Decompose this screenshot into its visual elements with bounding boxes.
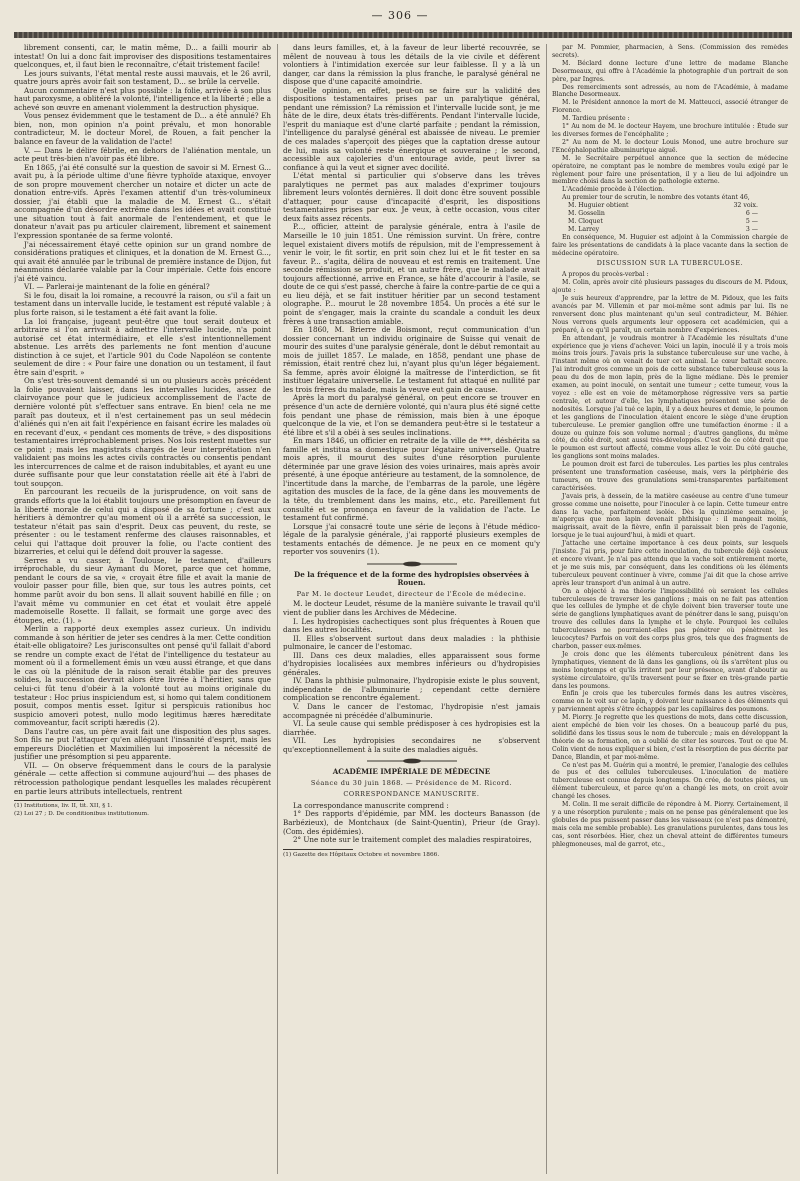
paragraph: Quelle opinion, en effet, peut-on se faire sur la validité des dispositions testamentaires prises par un paralytique général, pendant une rémission? La rémission et l'intervalle lucide sont, je me hâte de le dire, deux états très-différents. Pendant l'intervalle lucide, l'esprit du maniaque est d'une clarté parfaite ; pendant la rémission, l'intelligence du paralysé général est abaissée de niveau. Le premier de ces malades s'aperçoit des pièges que la captation dresse autour de lui, mais sa volonté reste énergique et souveraine ; le second, accessible aux cajoleries d'un entourage avide, peut livrer sa confiance à qui la veut et signer avec docilité.	[283, 85, 540, 172]
column-1	[14, 44, 271, 1174]
paragraph: J'avais pris, à dessein, de la matière caséeuse au centre d'une tumeur grosse comme une noisette, pour l'inoculer à ce lapin. Cette tumeur entre dans la vache, parfaitement isolée. Dès la quinzième semaine, je m'aperçus que mon lapin devenait phthisique : il mangeait moins, maigrissait, avait de la fièvre, enfin il paraissait bien près de l'agonie, lorsque je le tuai aujourd'hui, à midi et quart.	[552, 492, 788, 540]
paragraph: Au premier tour de scrutin, le nombre des votants étant 46,	[562, 194, 750, 202]
paragraph: Le poumon droit est farci de tubercules. Les parties les plus centrales présentent une transformation caséeuse, mais, vers la périphérie des tumeurs, on trouve des granulations semi-transparentes parfaitement caractérisées.	[552, 461, 788, 492]
paragraph: I. Les hydropisies cachectiques sont plus fréquentes à Rouen que dans les autres localités.	[283, 616, 540, 635]
paragraph: En attendant, je voudrais montrer à l'Académie les résultats d'une expérience que je viens d'achever. Voici un lapin, inoculé il y a trois mois moins trois jours. J'avais pris la substance tuberculeuse sur une vache, à l'instant même où on venait de tuer cet animal. Le cœur battait encore. J'ai introduit gros comme un pois de cette substance tuberculeuse sous la peau du dos de mon lapin, près de la ligne médiane. Dès le premier examen, au point inoculé, on sentait une tumeur ; cette tumeur, vous la voyez : elle est en voie de métamorphose régressive vers sa partie centrale, et autour d'elle, les lymphatiques présentent une série de nodosités. Lorsque j'ai tué ce lapin, il y a deux heures et demie, le poumon et les ganglions de l'inoculation étaient encore le siège d'une éruption tuberculeuse. Le premier ganglion offre une tuméfaction énorme : il a douze ou quinze fois son volume normal ; d'autres ganglions, du même côté, du côté droit, sont aussi très-développés. C'est de ce côté droit que le poumon est surtout affecté, comme vous allez le voir. Du côté gauche, les ganglions sont moins malades.	[552, 334, 788, 461]
paragraph: M. Colin, après avoir cité plusieurs passages du discours de M. Pidoux, ajoute :	[552, 279, 788, 295]
vote-count: 6 —	[745, 210, 758, 218]
column-2-body	[283, 44, 540, 557]
paragraph: II. Elles s'observent surtout dans deux maladies : la phthisie pulmonaire, le cancer de l'estomac.	[283, 633, 540, 652]
paragraph: M. Béclard donne lecture d'une lettre de madame Blanche Desormeaux, qui offre à l'Académie la photographie d'un portrait de son père, par Ingres.	[552, 59, 788, 83]
paragraph: En 1860, M. Brierre de Boismont, reçut communication d'un dossier concernant un individu originaire de Suisse qui venait de mourir des suites d'une paralysie générale, dont le début remontait au mois de juillet 1857. Le malade, en 1858, pendant une phase de rémission, était rentré chez lui, n'ayant plus qu'un léger bégaiement. Sa femme, après avoir éloigné la maîtresse de l'interdiction, se fit instituer légataire universelle. Le testament fut attaqué en nullité par les trois frères du malade, mais la veuve eut gain de cause.	[283, 325, 540, 394]
paragraph: J'attache une certaine importance à ces deux points, sur lesquels j'insiste. J'ai pris, pour faire cette inoculation, du tubercule déjà caséeux et encore vivant. Je n'ai pas attendu que la vache soit entièrement morte, et je me suis mis, par conséquent, dans les conditions où les éléments tuberculeux peuvent continuer à vivre, comme j'ai dit que la chose arrive après leur transport d'un animal à un autre.	[552, 540, 788, 587]
paragraph: VII. — On observe fréquemment dans le cours de la paralysie générale — cette affection si commune aujourd'hui — des phases de rétrocession pathologique pendant lesquelles les malades récupèrent en partie leurs attributs intellectuels, rentrent	[14, 760, 271, 796]
paragraph: 2° Une note sur le traitement complet des maladies respiratoires,	[293, 835, 532, 845]
correspondence-body	[283, 802, 540, 845]
header-rule	[14, 32, 792, 38]
paragraph: III. Dans ces deux maladies, elles apparaissent sous forme d'hydropisies localisées aux membres inférieurs ou d'hydropisies générales.	[283, 650, 540, 677]
ornament-divider	[367, 758, 457, 764]
paragraph: IV. Dans la phthisie pulmonaire, l'hydropisie existe le plus souvent, indépendante de l'albuminurie ; cependant cette dernière complication se rencontre également.	[283, 676, 540, 703]
vote-tally	[552, 202, 788, 234]
hydropisies-body	[283, 600, 540, 754]
tuberculose-heading: DISCUSSION SUR LA TUBERCULOSE.	[596, 259, 744, 268]
vote-count: 5 —	[745, 217, 758, 225]
paragraph: VII. Les hydropisies secondaires ne s'observent qu'exceptionnellement à la suite des maladies aiguës.	[283, 736, 540, 754]
footnote-rule	[14, 800, 84, 801]
paragraph: 2° Au nom de M. le docteur Louis Monod, une autre brochure sur l'Encéphalopathie albuminurique aiguë.	[552, 138, 788, 154]
paragraph: M. Colin. Il me serait difficile de répondre à M. Piorry. Certainement, il y a une résorption purulente ; mais on ne pense pas généralement que les globules de pus puissent passer dans les vaisseaux (ce n'est pas démontré, mais cela me semble probable). Les granulations purulentes, dans tous les cas, sont résorbées. Hier, chez un cheval atteint de différentes tumeurs phlegmoneuses, mal de garrot, etc.,	[552, 801, 788, 848]
vote-count: 3 —	[745, 225, 758, 233]
paragraph: Dans l'autre cas, un père avait fait une disposition des plus sages. Son fils ne put l'attaquer qu'en alléguant l'insanité d'esprit, mais les empereurs Dioclétien et Maximilien lui imposèrent la nécessité de justifier une présomption si peu apparente.	[14, 726, 271, 762]
paragraph: En mars 1846, un officier en retraite de la ville de ***, déshérita sa famille et institua sa domestique pour légataire universelle. Quatre mois après, il mourut des suites d'une résorption purulente déterminée par une grave lésion des voies urinaires, mais après avoir présenté, à une époque antérieure au testament, de la somnolence, de l'incertitude dans la marche, de l'embarras de la parole, une légère agitation des muscles de la face, de la gêne dans les mouvements de la tête, du tremblement dans les mains, etc., etc. Pareillement fut consulté et se prononça en faveur de la validation de l'acte. Le testament fut confirmé.	[283, 436, 540, 523]
vote-row	[552, 218, 788, 226]
paragraph: Si le fou, disait la loi romaine, a recouvré la raison, ou s'il a fait un testament dans un intervalle lucide, le testament est réputé valable ; à plus forte raison, si le testament a été fait avant la folie.	[14, 290, 271, 317]
paragraph: Des remerciments sont adressés, au nom de l'Académie, à madame Blanche Desormeaux.	[552, 83, 788, 99]
paragraph: par M. Pommier, pharmacien, à Sens. (Commission des remèdes secrets).	[552, 44, 788, 59]
paragraph: Aucun commentaire n'est plus possible : la folie, arrivée à son plus haut paroxysme, a oblitéré la volonté, l'intelligence et la liberté ; elle a achevé son œuvre en amenant violemment la destruction physique.	[14, 85, 271, 112]
column-1-footnotes	[14, 803, 271, 818]
paragraph: Les jours suivants, l'état mental reste aussi mauvais, et le 26 avril, quatre jours après avoir fait son testament, D... se brûle la cervelle.	[14, 68, 271, 87]
paragraph: On a objecté à ma théorie l'impossibilité où seraient les cellules tuberculeuses de traverser les ganglions ; mais on ne fait pas attention que les cellules de lymphe et de chyle doivent bien traverser toute une série de ganglions lymphatiques avant de pénétrer dans le sang, puisqu'on trouve des cellules dans la lymphe et le chyle. Pourquoi les cellules tuberculeuses ne pourraient-elles pas pénétrer où pénètrent les leucocytes? Parfois on voit des corps plus gros, tels que des fragments de charbon, passer eux-mêmes.	[552, 587, 788, 650]
column-2-footnote: (1) Gazette des Hôpitaux Octobre et novembre 1866.	[283, 851, 440, 858]
paragraph: M. le docteur Leudet, résume de la manière suivante le travail qu'il vient de publier dans les Archives de Médecine.	[283, 599, 540, 617]
candidate-name: M. Gosselin	[568, 210, 605, 218]
column-3-part-b	[552, 234, 788, 258]
column-3	[552, 44, 788, 1174]
paragraph: Après la mort du paralysé général, on peut encore se trouver en présence d'un acte de dernière volonté, qui n'aura plus été signé cette fois pendant une phase de rémission, mais bien à une époque quelconque de la vie, et l'on se demandera peut-être si le testateur a été libre et s'il a obéi à ses seules inclinations.	[283, 393, 540, 437]
paragraph: VI. La seule cause qui semble prédisposer à ces hydropisies est la diarrhée.	[283, 719, 540, 737]
footnote: (1) Institutions, liv. II, tit. XII, § 1.	[14, 803, 113, 810]
correspondence-heading: CORRESPONDANCE MANUSCRITE.	[343, 790, 480, 799]
footnote: (2) Loi 27 ; D. De conditionibus institutionum.	[14, 810, 149, 817]
column-3-part-c	[552, 271, 788, 848]
paragraph: On s'est très-souvent demandé si un ou plusieurs accès précédent la folie pouvaient laisser, dans les intervalles lucides, assez de clairvoyance pour que le judicieux accomplissement de l'acte de dernière volonté pût s'effectuer sans entrave. En bien! cela ne me paraît pas douteux, et il n'est certainement pas un seul médecin d'aliénés qui n'en ait fait l'expérience en faisant écrire les malades où en recevant d'eux, « pendant ces moments de trêve, » des dispositions testamentaires irréprochablement prises. Nos lois restent muettes sur ce point ; mais les magistrats chargés de leur interprétation n'en validaient pas moins les actes civils contractés ou consentis pendant les intercurrences de calme et de raison indubitables, et ayant eu une durée suffisante pour que leur constatation réelle ait été à l'abri de tout soupçon.	[14, 376, 271, 488]
column-1-body	[14, 44, 271, 796]
paragraph: V. — Dans le délire fébrile, en dehors de l'aliénation mentale, un acte peut très-bien n'avoir pas été libre.	[14, 145, 271, 164]
paragraph: Serres a vu casser, à Toulouse, le testament, d'ailleurs irréprochable, du sieur Aymant du Moret, parce que cet homme, pendant le cours de sa vie, « croyait être fille et avait la manie de vouloir passer pour fille, bien que, sur tous les autres points, cet homme parût avoir du bon sens. Il allait souvent habillé en fille ; on l'avait même vu communier en cet état et voulait être appelé mademoiselle Rosette. Il fallait, se formait une gorge avec des étoupes, etc. (1). »	[14, 555, 271, 625]
paragraph: Merlin a rapporté deux exemples assez curieux. Un individu commande à son héritier de jeter ses cendres à la mer. Cette condition était-elle obligatoire? Les jurisconsultes ont pensé qu'il fallait d'abord se rendre un compte exact de l'état de l'intelligence du testateur au moment où il a formellement émis un vœu aussi étrange, et que dans le cas où la plénitude de la raison serait établie par des preuves solides, la succession devrait alors être livrée à l'héritier, sans que celui-ci fût tenu d'obéir à la volonté tout au moins originale du testateur : Hoc prius inspiciendum est, si homo qui talem conditionem posuit, compos mentis esset. Igitur si perspicuis rationibus hoc suspicio amoveri potest, nullo modo legitimus hæres hæreditate commoveantur, facit scripti hæredis (2).	[14, 624, 271, 728]
section-title-academie: ACADÉMIE IMPÉRIALE DE MÉDECINE	[332, 767, 491, 777]
candidate-name: M. Larrey	[568, 225, 600, 233]
paragraph: La loi française, jugeant peut-être que tout serait douteux et arbitraire si l'on arrivait à admettre l'intervalle lucide, n'a point autorisé cet état intermédiaire, et elle s'est intentionnellement abstenue. Les arrêts des parlements ne font mention d'aucune distinction à ce sujet, et l'article 901 du Code Napoléon se contente seulement de dire : « Pour faire une donation ou un testament, il faut être sain d'esprit. »	[14, 316, 271, 377]
paragraph: La correspondance manuscrite comprend :	[293, 800, 449, 810]
section-title-hydropisies: De la fréquence et de la forme des hydropisies observées à Rouen.	[294, 569, 529, 588]
paragraph: En conséquence, M. Huguier est adjoint à la Commission chargée de faire les présentations de candidats à la place vacante dans la section de médecine opératoire.	[552, 233, 788, 257]
paragraph: M. le Président annonce la mort de M. Matteucci, associé étranger de Florence.	[552, 99, 788, 115]
column-3-part-a	[552, 44, 788, 202]
paragraph: Lorsque j'ai consacré toute une série de leçons à l'étude médico-légale de la paralysie générale, j'ai rapporté plusieurs exemples de testaments entachés de démence. Je ne peux en ce moment qu'y reporter vos souvenirs (1).	[283, 521, 540, 557]
ornament-divider	[367, 561, 457, 567]
vote-row	[552, 210, 788, 218]
paragraph: L'Académie procède à l'élection.	[562, 186, 665, 194]
vote-row	[552, 202, 788, 210]
paragraph: J'ai nécessairement étayé cette opinion sur un grand nombre de considérations pratiques et cliniques, et la donation de M. Ernest G..., qui avait été annulée par le tribunal de première instance de Dijon, fut néanmoins déclarée valable par la Cour impériale. Cette fois encore j'ai été vaincu.	[14, 239, 271, 283]
paragraph: Vous pensez évidemment que le testament de D... a été annulé? Eh bien, non, mon opinion n'a point prévalu, et mon honorable contradicteur, M. le docteur Morel, de Rouen, a fait pencher la balance en faveur de la validation de l'acte!	[14, 111, 271, 147]
paragraph: M. Piorry. Je regrette que les questions de mots, dans cette discussion, aient empêché de bien voir les choses. On a beaucoup parlé du pus, solidifié dans les tissus sous le nom de tubercule ; mais en développant la théorie de sa formation, on a oublié de citer les sources. Tout ce que M. Colin vient de nous expliquer si bien, c'est la résorption de pus décrite par Dance, Blandin, et par moi-même.	[552, 714, 788, 761]
vote-row	[552, 226, 788, 234]
paragraph: L'état mental si particulier qui s'observe dans les trêves paralytiques ne permet pas aux malades d'exprimer toujours librement leurs volontés dernières. Il doit donc être souvent possible d'attaquer, pour cause d'incapacité d'esprit, les dispositions testamentaires prises par eux. Je veux, à cette occasion, vous citer deux faits assez récents.	[283, 171, 540, 223]
paragraph: Ce n'est pas M. Guérin qui a montré, le premier, l'analogie des cellules de pus et des cellules tuberculeuses. L'inoculation de matière tuberculeuse est connue depuis longtemps. On crée, de toutes pièces, un élément tuberculeux, et parce qu'on a changé les mots, on croit avoir changé les choses.	[552, 761, 788, 801]
footnote-rule	[283, 849, 353, 850]
paragraph: V. Dans le cancer de l'estomac, l'hydropisie n'est jamais accompagnée ni précédée d'albuminurie.	[283, 702, 540, 720]
vote-count: 32 voix.	[733, 202, 758, 210]
section-byline: Par M. le docteur Leudet, directeur de l'École de médecine.	[296, 589, 527, 598]
column-2	[283, 44, 540, 1174]
column-divider	[546, 44, 547, 1174]
candidate-name: M. Huguier obtient	[568, 202, 629, 210]
column-divider	[277, 44, 278, 1174]
paragraph: dans leurs familles, et, à la faveur de leur liberté recouvrée, se mêlent de nouveau à tous les détails de la vie civile et défèrent volontiers à l'intimidation exercée sur leur faiblesse. Il y a là un danger, car dans la rémission la plus franche, le paralysé général ne dispose que d'une capacité amoindrie.	[283, 44, 540, 87]
paragraph: 1° Au nom de M. le docteur Hayem, une brochure intitulée : Étude sur les diverses formes de l'encéphalite ;	[552, 123, 788, 138]
candidate-name: M. Cloquet	[568, 217, 603, 225]
paragraph: P..., officier, atteint de paralysie générale, entra à l'asile de Marseille le 10 juin 1851. Une rémission survint. Un frère, contre lequel existaient divers motifs de répulsion, mit de l'empressement à venir le voir, le fit sortir, en prit soin chez lui et le fit tester en sa faveur. P... s'agita, délira de nouveau et est remis en traitement. Une seconde rémission se produit, et un autre frère, que le malade avait toujours affectionné, arrive en France, se hâte d'accourir à l'asile, se doute de ce qui s'est passé, cherche à faire la contre-partie de ce qui a eu lieu déjà, et se fait instituer héritier par un second testament olographe. P... mourut le 28 novembre 1854. Un procès a été sur le point de s'engager, mais la crainte du scandale a conduit les deux frères à une transaction amiable.	[283, 222, 540, 326]
paragraph: librement consenti, car, le matin même, D... a failli mourir ab intestat! On lui a donc fait improviser des dispositions testamentaires quelconques, et, il faut bien le reconnaître, c'était tristement facile!	[14, 44, 271, 70]
paragraph: En parcourant les recueils de la jurisprudence, on voit sans de grands efforts que la loi établit toujours une présomption en faveur de la liberté morale de celui qui a disposé de sa fortune ; c'est aux héritiers à démontrer qu'au moment où il a arrêté sa succession, le testateur n'était pas sain d'esprit. Deux cas peuvent, du reste, se présenter : ou le testament renferme des clauses raisonnables, et celui qui l'attaque doit prouver la folie, ou l'acte contient des bizarreries, et celui qui le défend doit prouver la sagesse.	[14, 487, 271, 557]
paragraph: Je suis heureux d'apprendre, par la lettre de M. Pidoux, que les faits avancés par M. Villemin et par moi-même sont admis par lui. Ils ne renversent donc plus maintenant qu'un seul contradicteur, M. Béhier. Nous verrons quels arguments leur opposera cet académicien, qui a préparé, à ce qu'il paraît, un certain nombre d'expériences.	[552, 295, 788, 334]
page-number: — 306 —	[371, 9, 429, 22]
paragraph: 1° Des rapports d'épidémie, par MM. les docteurs Banasson (de Barbézieux), de Montchaux (de Saint-Quentin), Prieur (de Gray). (Com. des épidémies).	[283, 809, 540, 836]
paragraph: Enfin je crois que les tubercules formés dans les autres viscères, comme on le voit sur ce lapin, y doivent leur naissance à des éléments qui y parviennent après s'être échappés par les capillaires des poumons.	[552, 690, 788, 714]
paragraph: M. le Secrétaire perpétuel annonce que la section de médecine opératoire, ne comptant pas le nombre de membres voulu exigé par le règlement pour faire une présentation, il y a lieu de lui adjoindre un membre choisi dans la section de pathologie externe.	[552, 154, 788, 186]
paragraph: VI. — Parlerai-je maintenant de la folie en général?	[24, 282, 210, 292]
paragraph: En 1865, j'ai été consulté sur la question de savoir si M. Ernest G... avait pu, à la période ultime d'une fièvre typhoïde ataxique, envoyer de son propre mouvement chercher un notaire et dicter un acte de donation entre-vifs. Après l'examen attentif d'un très-volumineux dossier, j'ai établi que la maladie de M. Ernest G... s'était accompagnée d'un désordre extrême dans les idées et avait constitué une situation tout à fait anormale de l'entendement, et que le donateur n'avait pas pu articuler clairement, librement et sainement l'expression spontanée de sa ferme volonté.	[14, 162, 271, 241]
paragraph: A propos du procès-verbal :	[562, 271, 649, 279]
paragraph: M. Tardieu présente :	[562, 115, 630, 123]
paragraph: Je crois donc que les éléments tuberculeux pénètrent dans les lymphatiques, viennent de là dans les ganglions, où ils s'arrêtent plus ou moins longtemps et qu'ils irritent par leur présence, avant d'aboutir au système circulatoire, qu'ils traversent pour se fixer en très-grande partie dans les poumons.	[552, 650, 788, 690]
session-date: Séance du 30 juin 1868. — Présidence de M. Ricord.	[310, 778, 513, 787]
